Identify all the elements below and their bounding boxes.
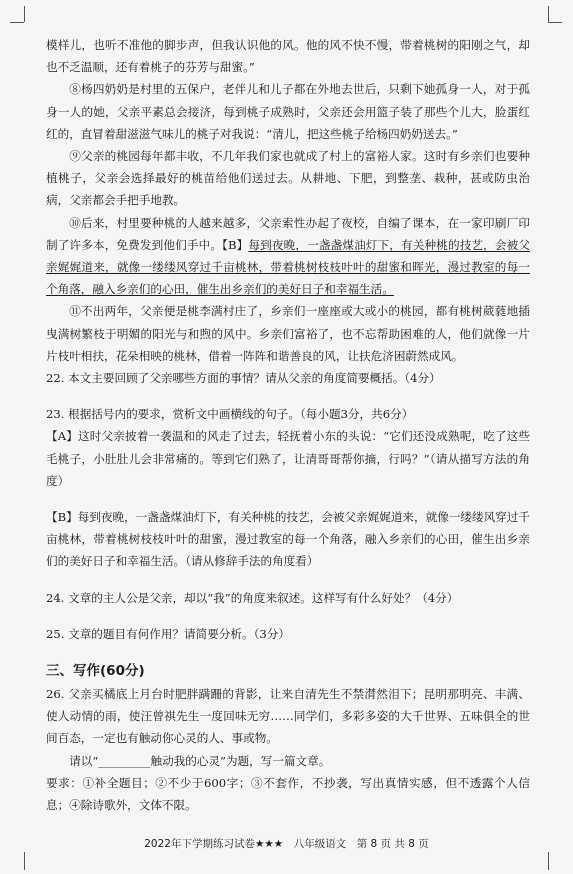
crop-mark-top-left-v <box>24 6 25 22</box>
section-score: (60分) <box>100 663 145 680</box>
question-24: 24. 文章的主人公是父亲，却以“我”的角度来叙述。这样写有什么好处？（4分） <box>46 590 459 605</box>
page-footer: 2022年下学期练习试卷★★★ 八年级语文 第 8 页 共 8 页 <box>144 838 429 850</box>
writing-requirements: 要求：①补全题目；②不少于600字；③不套作，不抄袭，写出真情实感，但不透露个人信息；④除诗歌外，文体不限。 <box>46 775 530 813</box>
question-26: 26. 父亲买橘底上月台时肥胖蹒跚的背影，让来自清先生不禁潸然泪下；昆明那明亮、丰满、使人动情的雨，使汪曾祺先生一度回味无穷……同学们，多彩多姿的大千世界、五味俱全的世间百态，一定也有触动你心灵的人、事或物。 <box>46 687 530 746</box>
exam-page <box>46 34 530 816</box>
underlined-sentence-b: 每到夜晚，一盏盏煤油灯下，有关种桃的技艺，会被父亲娓娓道来，就像一缕缕风穿过千亩桃林，带着桃树枝枝叶叶的甜蜜和晖光，漫过教室的每一个角落，融入乡亲们的心田，催生出乡亲们的美好日子和幸福生活。 <box>46 237 530 297</box>
question-23-a: 【A】这时父亲披着一袭温和的风走了过去，轻抚着小东的头说：“它们还没成熟呢，吃了这些毛桃子，小肚肚儿会非常痛的。等到它们熟了，让清哥哥帮你摘，行吗？”（请从描写方法的角度） <box>46 429 530 488</box>
crop-mark-top-left-h <box>10 22 24 23</box>
question-23: 23. 根据括号内的要求，赏析文中画横线的句子。（每小题3分，共6分） <box>46 407 414 422</box>
writing-prompt: 请以“_________触动我的心灵”为题，写一篇文章。 <box>69 753 331 768</box>
section-title-text: 三、写作 <box>46 663 100 680</box>
writing-section-title <box>46 659 530 683</box>
crop-mark-top-right-h <box>548 22 562 23</box>
crop-mark-top-right-v <box>548 6 549 22</box>
crop-mark-bottom-right-v <box>548 852 549 870</box>
passage-paragraph-cont: 模样儿，也听不准他的脚步声，但我认识他的风。他的风不快不慢，带着桃树的阳刚之气，却也不乏温顺，还有着桃子的芬芳与甜蜜。” <box>46 38 530 75</box>
passage-paragraph-9: ⑨父亲的桃园每年都丰收，不几年我们家也就成了村上的富裕人家。这时有乡亲们也要种植桃子，父亲会选择最好的桃苗给他们送过去。从耕地、下肥，到整垄、栽种，甚或防虫治病，父亲都会手把手地教。 <box>46 149 530 208</box>
paragraph-10-lead: ⑩后来，村里要种桃的人越来越多，父亲索性办起了夜校，自编了课本，在一家印刷厂印制了许多本，免费发到他们手中。【B】 <box>46 215 530 252</box>
question-22: 22. 本文主要回顾了父亲哪些方面的事情？请从父亲的角度简要概括。（4分） <box>46 371 441 386</box>
passage-paragraph-11: ⑪不出两年，父亲便是桃李满村庄了，乡亲们一座座或大或小的桃园，都有桃树葳蕤地插曳满树繁枝于明媚的阳光与和煦的风中。乡亲们富裕了，也不忘帮助困难的人，他们就像一片片枝叶相扶，花朵相映的桃林，借着一阵阵和谐善良的风，让扶危济困蔚然成风。 <box>46 304 530 363</box>
question-25: 25. 文章的题目有何作用？请简要分析。（3分） <box>46 626 290 641</box>
passage-paragraph-8: ⑧杨四奶奶是村里的五保户，老伴儿和儿子都在外地去世后，只剩下她孤身一人，对于孤身一人的她，父亲平素总会接济，每到桃子成熟时，父亲还会用篮子装了那些个儿大，脸蛋红红的，直冒着甜滋滋气味儿的桃子对我说：“清儿，把这些桃子给杨四奶奶送去。” <box>46 82 530 141</box>
passage-paragraph-10 <box>46 212 530 301</box>
question-23-b: 【B】每到夜晚，一盏盏煤油灯下，有关种桃的技艺，会被父亲娓娓道来，就像一缕缕风穿过千亩桃林，带着桃树枝枝叶叶的甜蜜，漫过教室的每一个角落，融入乡亲们的心田，催生出乡亲们的美好日子和幸福生活。（请从修辞手法的角度看） <box>46 510 530 569</box>
crop-mark-bottom-left-v <box>24 852 25 870</box>
